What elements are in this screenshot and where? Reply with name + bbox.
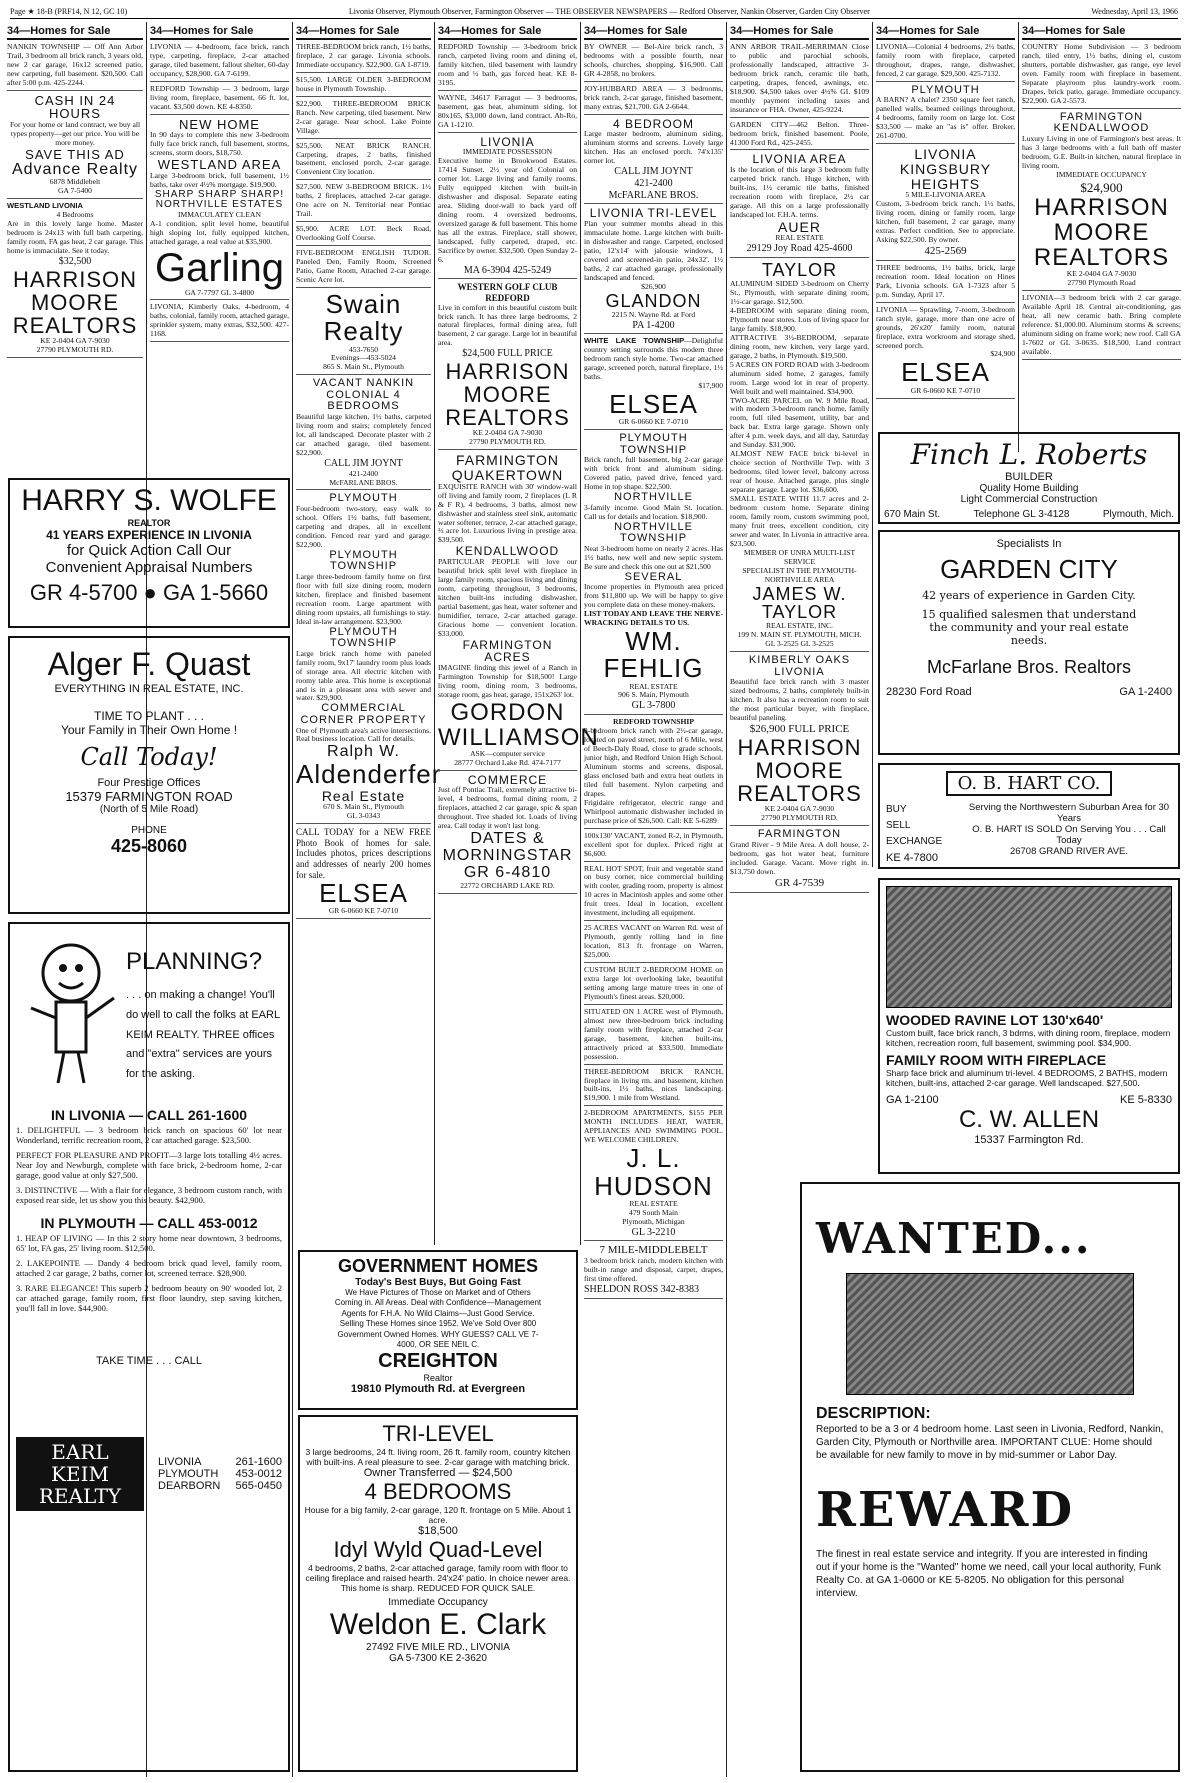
section-heading: 34—Homes for Sale bbox=[150, 24, 289, 40]
classified-ad: WESTERN GOLF CLUB REDFORD Live in comfort in this beautiful custom built brick ranch. It has three large bedrooms, 2 natural fireplaces, formal dining area, full basement, 2 car garage. Large lot in beautiful area. $24,500 FULL PRICE HARRISON MOORE REALTORS KE 2-0404 GA 7-9030 27790 PLYMOUTH RD. bbox=[438, 282, 577, 450]
section-heading: 34—Homes for Sale bbox=[876, 24, 1015, 40]
classified-ad: TAYLOR ALUMINUM SIDED 3-bedroom on Cherry St., Plymouth, with separate dining room, 1½-car garage. $12,500. 4-BEDROOM with separate dining room, Plymouth near stores. Lots of living space for large family. $18,900. ATTRACTIVE 3½-BEDROOM, separate dining room, new kitchen, very large yard, garage, 2 baths, in Plymouth. $19,500. 5 ACRES ON FORD ROAD with 3-bedroom aluminum sided home, 2 garages, family room. Large wood lot in rear of property. Well built and well maintained. $34,900. TWO-ACRE PARCEL on W. 9 Mile Road, with modern 3-bedroom ranch home, family room, full tiled basement, utility, bar and back bar. Extra large garage. Shown only after 4 p.m. week days, and all day, Saturday and Sunday. $31,900. ALMOST NEW FACE brick bi-level in choice section of Northville Twp. with 3 bedrooms, tiled lower level, balcony across rear of house. Attached garage, plus single separate garage. Large lot. $36,600. SMALL ESTATE WITH 11.7 acres and 2-bedroom custom home. Separate dining room, family room, custom swimming pool, many fruit trees, excellent condition, city sewer and water. In Livonia in attractive area. $23,500. MEMBER OF UNRA MULTI-LIST SERVICE SPECIALIST IN THE PLYMOUTH-NORTHVILLE AREA JAMES W. TAYLOR REAL ESTATE, INC. 199 N. MAIN ST. PLYMOUTH, MICH. GL 3-2525 GL 3-2525 bbox=[730, 261, 869, 652]
weldon-clark-ad: TRI-LEVEL 3 large bedrooms, 24 ft. living room, 26 ft. family room, country kitchen with built-ins. A real pleasure to see. 2-car garage with matching brick. Owner Transferred — $24,500 4 BEDROOMS House for a big family, 2-car garage, 120 ft. frontage on 5 Mile. About 1 acre. $18,500 Idyl Wyld Quad-Level 4 bedrooms, 2 baths, 2-car attached garage, family room with floor to ceiling fireplace and raised hearth. 24'x24' patio. In choice newer area. This home is sharp. REDUCED FOR QUICK SALE. Immediate Occupancy Weldon E. Clark 27492 FIVE MILE RD., LIVONIA GA 5-7300 KE 2-3620 bbox=[298, 1415, 578, 1772]
classified-ad: FARMINGTON Grand River - 9 Mile Area. A doll house, 2-bedroom, gas hot water heat, furniture included. Garage. Vacant. Move right in. $13,750 down. GR 4-7539 bbox=[730, 829, 869, 892]
classified-ad: PLYMOUTH A BARN? A chalet? 2350 square feet ranch, panelled walls, beamed ceilings throughout, 4 bedrooms, family room on large lot. Cost $33,500 — make an "as is" offer. Broker, 261-0700. bbox=[876, 85, 1015, 144]
section-heading: 34—Homes for Sale bbox=[296, 24, 431, 40]
classified-ad: FARMINGTON QUAKERTOWN EXQUISITE RANCH with 30' window-wall off living and family room, 2 fireplaces (L R & F R), 4 bedrooms, 3 baths, almost new dishwasher and stainless steel sink, automatic water softener, terrace, 2-car attached garage, ⅔ acre lot. Luxurious living in prestige area. $39,500. KENDALLWOOD PARTICULAR PEOPLE will love our beautiful brick split level with fireplace in large family room, spacious living and dining room, carpeting throughout, 3 bedrooms, kitchen built-ins including dishwasher, partial basement, gas heat, water softener and humidifier, terrace, 2-car attached garage. Gracious home — convenient location. $33,000. FARMINGTON ACRES IMAGINE finding this jewel of a Ranch in Farmington Township for $18,500! Large living room, dining room, 3 bedrooms, storage room, gas heat, garage, 151x263' lot. GORDON WILLIAMSON ASK—computer service 28777 Orchard Lake Rd. 474-7177 bbox=[438, 453, 577, 771]
classified-ad: LIVONIA IMMEDIATE POSSESSION Executive home in Brookwood Estates. 17414 Sunset. 2½ year old Colonial on corner lot. Large living and family rooms. Fully equipped kitchen with built-in dishwasher and disposal. Separate eating area. Sliding door-wall to back yard off dining room. 4 oversized bedrooms, oversized garage & full basement. This home has all the extras. Fireplace, stall shower, landscaped, fully carpeted, draped, etc. Sacrifice by owner. $32,500. Open Sunday 2-6. MA 6-3904 425-5249 bbox=[438, 136, 577, 280]
office-row: LIVONIA 261-1600 bbox=[158, 1456, 282, 1469]
section-heading: 34—Homes for Sale bbox=[730, 24, 869, 40]
classified-ad: $22,900. THREE-BEDROOM BRICK Ranch. New carpeting, tiled basement. New 2-car garage. Near school. Lake Pointe Village. bbox=[296, 100, 431, 139]
classified-ad: VACANT NANKIN COLONIAL 4 BEDROOMS Beautiful large kitchen, 1½ baths, carpeted living room and stairs; completely fenced lot, all landscaped. Decorate plaster with 2 car attached garage, tiled basement. $22,900. CALL JIM JOYNT 421-2400 McFARLANE BROS. bbox=[296, 378, 431, 490]
classified-ad: 2-BEDROOM APARTMENTS, $155 PER MONTH INCLUDES HEAT, WATER, APPLIANCES AND SWIMMING POOL. WE WELCOME CHILDREN. J. L. HUDSON REAL ESTATE 479 South Main Plymouth, Michigan GL 3-2210 bbox=[584, 1109, 723, 1241]
classified-ad: WAYNE, 34617 Farragut — 3 bedrooms, basement, gas heat, aluminum siding, lot 80x165, $3,000 down, land contract. Ab-Ro, GA 1-1210. bbox=[438, 94, 577, 133]
house-photo bbox=[886, 886, 1172, 1008]
classified-ad: REDFORD TOWNSHIP 3-bedroom brick ranch with 2½-car garage, located on paved street, north of 6 Mile, west of Beech-Daly Road, close to grade schools, junior high, and Redford Union High School. Aluminum storms and screens, disposal, glass enclosed bath and extra heat outlets in tiled full basement. Nylon carpeting and drapes. Frigidaire refrigerator, electric range and Whirlpool automatic dishwasher included in purchase price of $26,500. Call: KE 5-6289 bbox=[584, 718, 723, 828]
classified-ad: LIVONIA — Sprawling, 7-room, 3-bedroom ranch style, garage, more than one acre of grounds, 26'x20' family room, natural fireplace, extra workroom and storage shed, screened porch. $24,900 ELSEA GR 6-0660 KE 7-0710 bbox=[876, 306, 1015, 399]
column-6 bbox=[727, 22, 873, 889]
classified-ad: NEW HOME In 90 days to complete this new 3-bedroom fully face brick ranch, full basement, storms, screens, storm doors, $18,750. WESTLAND AREA Large 3-bedroom brick, full basement, 1½ baths, take over 4½% mortgage. $19,900. SHARP SHARP SHARP! NORTHVILLE ESTATES IMMACULATEY CLEAN A-1 condition, split level home, beautiful high sloping lot, fully equipped kitchen, attached garage, a real value at $35,900. Garling GA 7-7797 GL 3-4800 bbox=[150, 118, 289, 301]
classified-ad: FIVE-BEDROOM ENGLISH TUDOR. Paneled Den, Family Room, Screened Patio, Game Room, Attached 2-car garage. Scenic Acre lot. bbox=[296, 249, 431, 288]
classified-ad: CUSTOM BUILT 2-BEDROOM HOME on extra large lot overlooking lake, beautiful setting among large mature trees in one of Plymouth's finest areas. $20,000. bbox=[584, 966, 723, 1005]
keim-logo: EARL KEIM REALTY bbox=[16, 1437, 144, 1511]
page-header bbox=[10, 4, 1178, 19]
classified-ad: REDFORD Township — 3 bedroom, large living room, fireplace, basement, 66 ft. lot, vacant. $3,500 down. KE 4-8350. bbox=[150, 85, 289, 115]
classified-ad: WHITE LAKE TOWNSHIP—Delightful country setting surrounds this modern three bedroom ranch style home. Two-car attached garage, screened porch, natural fireplace, 1½ baths. $17,900 ELSEA GR 6-0660 KE 7-0710 bbox=[584, 337, 723, 430]
classified-ad: BY OWNER — Bel-Aire brick ranch, 3 bedrooms with a possible fourth, near schools, churches, shopping. $16,900. Call GR 4-2858, no brokers. bbox=[584, 43, 723, 82]
classified-ad: LIVONIA — 4-bedroom, face brick, ranch type, carpeting, fireplace, 2-car attached garage, tiled basement, fallout shelter, 60-day occupancy, $28,900. GA 7-6199. bbox=[150, 43, 289, 82]
page-number: Page ★ 18-B (PRF14, N 12, GC 10) bbox=[10, 6, 128, 16]
classified-ad: PLYMOUTH TOWNSHIP Brick ranch, full basement, big 2-car garage with brick front and aluminum siding. Covered patio, paved drive, fenced yard. Home in top shape. $22,500. NORTHVILLE 3-family income. Good Main St. location. Call us for details and location. $18,900. NORTHVILLE TOWNSHIP Neat 3-bedroom home on nearly 2 acres. Has 1½ baths, new well and new septic system. Be sure and check this one out at $21,500 SEVERAL Income properties in Plymouth area priced from $11,800 up. We will be happy to give you complete data on these money-makers. LIST TODAY AND LEAVE THE NERVE-WRACKING DETAILS TO US. WM. FEHLIG REAL ESTATE 906 S. Main, Plymouth GL 3-7800 bbox=[584, 433, 723, 715]
classified-ad: $25,500. NEAT BRICK RANCH. Carpeting, drapes, 2 baths, finished basement, enclosed porch, 2-car garage. Convenient City location. bbox=[296, 142, 431, 181]
masthead: Livonia Observer, Plymouth Observer, Farmington Observer — THE OBSERVER NEWSPAPERS — Redford Observer, Nankin Observer, Garden City Observer bbox=[348, 6, 870, 16]
classified-ad: 7 MILE-MIDDLEBELT 3 bedroom brick ranch, modern kitchen with built-in range and disposal, carpet, drapes, first time offered. SHELDON ROSS 342-8383 bbox=[584, 1244, 723, 1299]
classified-ad: LIVONIA TRI-LEVEL Plan your summer months ahead in this immaculate home. Large kitchen with built-in dishwasher and range. Carpeted, enclosed patio, 12'x14' with jalousie windows, 1 covered and screened-in patio, 24x32'. 1½ baths, 2 car attached garage, professionally landscaped and fenced. $26,900 GLANDON 2215 N. Wayne Rd. at Ford PA 1-4200 bbox=[584, 207, 723, 334]
classified-ad: THREE-BEDROOM BRICK RANCH, fireplace in living rm. and basement, kitchen built-ins, 1½ baths, nices landscaping. $19,900. 1 mile from Westland. bbox=[584, 1068, 723, 1107]
swain-ad: Swain Realty 453-7650 Evenings—453-5024 865 S. Main St., Plymouth bbox=[296, 291, 431, 375]
classified-ad: CALL TODAY for a NEW FREE Photo Book of homes for sale. Includes photos, prices descriptions and addresses of nearly 200 homes for sale. ELSEA GR 6-0660 KE 7-0710 bbox=[296, 827, 431, 919]
classified-ad: WESTLAND LIVONIA 4 Bedrooms Are in this lovely large home. Master bedroom is 24x13 with full bath carpeting, family room, FA gas heat, 2 car garage. This home is immaculate. See it today. $32,500 HARRISON MOORE REALTORS KE 2-0404 GA 7-9030 27790 PLYMOUTH RD. bbox=[7, 202, 143, 358]
classified-ad: GARDEN CITY—462 Belton. Three-bedroom brick, finished basement. Poole, 41300 Ford Rd., 425-2455. bbox=[730, 121, 869, 151]
section-heading: 34—Homes for Sale bbox=[438, 24, 577, 40]
classified-ad: LIVONIA KINGSBURY HEIGHTS 5 MILE-LIVONIA AREA Custom, 3-bedroom brick ranch, 1½ baths, living room, dining or family room, large kitchen, full basement, 2 car garage, many extras. Perfect condition. See to appreciate. Asking $22,500. By owner. 425-2569 bbox=[876, 147, 1015, 261]
classified-ad: THREE-BEDROOM brick ranch, 1½ baths, fireplace, 2 car garage. Livonia schools. Immediate occupancy. $22,900. GA 1-8719. bbox=[296, 43, 431, 73]
classified-ad: COMMERCE Just off Pontiac Trail, extremely attractive bi-level, 4 bedrooms, formal dining room, 2 fireplaces, attached 2 car garage, spic & span throughout. Tree shaded lot. Loads of living area. Call today it won't last long. DATES & MORNINGSTAR GR 6-4810 22772 ORCHARD LAKE RD. bbox=[438, 774, 577, 894]
classified-ad: LIVONIA—3 bedroom brick with 2 car garage. Available April 18. Central air-conditioning, gas heat, all new ceramic bath. Bring complete reference. $1,000.00. Aluminum storms & screens; aluminum siding on frame work; new roof. Call GA 1-7602 or GL 3-0635. $18,500. Land contract available. bbox=[1022, 294, 1181, 360]
classified-ad: CASH IN 24 HOURS For your home or land contract, we buy all types property—get our price. You will be more money. SAVE THIS AD Advance Realty 6878 Middlebelt GA 7-5400 bbox=[7, 94, 143, 199]
wanted-ad: WANTED... DESCRIPTION: Reported to be a 3 or 4 bedroom home. Last seen in Livonia, Redford, Nankin, Garden City, Plymouth or Northville area. IMPORTANT CLUE: Home should be available for new family to move in by mid-summer or Labor Day. REWARD The finest in real estate service and integrity. If you are interested in finding out if your home is the "Wanted" home we need, call your local authority, Funk Realty Co. at GA 1-0600 or KE 5-8205. No obligation for this personal interview. bbox=[800, 1182, 1180, 1772]
column-7 bbox=[873, 22, 1019, 452]
garden-city-ad: Specialists In GARDEN CITY 42 years of experience in Garden City. 15 qualified salesmen that understand the community and your real estate needs. McFarlane Bros. Realtors 28230 Ford Road GA 1-2400 bbox=[878, 530, 1180, 755]
classified-ad: PLYMOUTH Four-bedroom two-story, easy walk to school. Offers 1½ baths, full basement, carpeting and drapes, all in excellent condition. Fenced rear yard and garage. $22,900. PLYMOUTH TOWNSHIP Large three-bedroom family home on first floor with full size dining room, modern kitchen, fireplace and finished basement recreation room. Large apartment with dining room upstairs, all furnishings to stay. Ideal in-law arrangement. $23,900. PLYMOUTH TOWNSHIP Large brick ranch home with paneled family room, 9x17' laundry room plus loads of storage area. All electric kitchen with roomy table area. This home is exceptional and is in a pleasant area with sewer and water. $29,900. COMMERCIAL CORNER PROPERTY One of Plymouth area's active intersections. Real business location. Call for details. Ralph W. Aldenderfer Real Estate 670 S. Main St., Plymouth GL 3-0343 bbox=[296, 493, 431, 824]
office-row: PLYMOUTH 453-0012 bbox=[158, 1468, 282, 1481]
classified-ad: KIMBERLY OAKS LIVONIA Beautiful face brick ranch with 3 master sized bedrooms, 2 baths, completely built-in kitchen. It also has a recreation room to suit the most particular buyer, with fireplace, beautiful paneling. $26,900 FULL PRICE HARRISON MOORE REALTORS KE 2-0404 GA 7-9030 27790 PLYMOUTH RD. bbox=[730, 655, 869, 826]
column-4 bbox=[435, 22, 599, 1245]
classified-ad: $27,500. NEW 3-BEDROOM BRICK. 1½ baths, 2 fireplaces, attached 2-car garage. One acre on N. Territorial near Pontiac Trail. bbox=[296, 183, 431, 222]
classified-ad: FARMINGTON KENDALLWOOD Luxury Living in one of Farmington's best areas. It has 3 large bedrooms with a full bath off master bedroom, G.E. Built-in kitchen, natural fireplace in living room. IMMEDIATE OCCUPANCY $24,900 HARRISON MOORE REALTORS KE 2-0404 GA 7-9030 27790 Plymouth Road bbox=[1022, 112, 1181, 292]
classified-ad: LIVONIA—Colonial 4 bedrooms, 2½ baths, family room with fireplace, carpeted throughout, drapes, range, dishwasher, fenced, 2 car garage. $29,500. 425-7132. bbox=[876, 43, 1015, 82]
classified-ad: LIVONIA, Kimberly Oaks, 4-bedroom, 4 baths, colonial, family room, attached garage, sprinkler system, many extras, $32,500. 427-1168. bbox=[150, 303, 289, 342]
classified-ad: 100x130' VACANT, zoned R-2, in Plymouth, excellent spot for duplex. Priced right at $6,600. bbox=[584, 832, 723, 862]
allen-ad: WOODED RAVINE LOT 130'x640' Custom built, face brick ranch, 3 bdrms, with dining room, fireplace, modern kitchen, recreation room, full basement, swimming pool. $34,900. FAMILY ROOM WITH FIREPLACE Sharp face brick and aluminum tri-level. 4 BEDROOMS, 2 BATHS, modern kitchen, built-ins, attached 2-car garage. Well landscaped. $27,500. GA 1-2100 KE 5-8330 C. W. ALLEN 15337 Farmington Rd. bbox=[878, 878, 1180, 1174]
section-heading: 34—Homes for Sale bbox=[584, 24, 723, 40]
classified-ad: 25 ACRES VACANT on Warren Rd. west of Plymouth, gently rolling land in fine location, 813 ft. frontage on Warren, $25,000. bbox=[584, 924, 723, 963]
keim-ad: PLANNING? . . . on making a change! You'll do well to call the folks at EARL KEIM REALTY. THREE offices and "extra" services are yours for the asking. IN LIVONIA — CALL 261-1600 1. DELIGHTFUL — 3 bedroom brick ranch on spacious 60' lot near Wonderland, terrific recreation room, 2 car attached garage. $23,500. PERFECT FOR PLEASURE AND PROFIT—3 large lots totalling 4½ acres. Near Joy and Newburgh, complete with face brick, 2-bedroom home, 2-car garage, good value at only $27,500. 3. DISTINCTIVE — With a flair for elegance, 3 bedroom custom ranch, with exposed rear side, let us show you this beauty. $42,900. IN PLYMOUTH — CALL 453-0012 1. HEAP OF LIVING — In this 2 story home near downtown, 3 bedrooms, 65' lot, FA gas, 25' living room. $12,500. 2. LAKEPOINTE — Dandy 4 bedroom brick quad level, family room, attached 2 car garage, 2 baths, corner lot, screened terrace. $28,900. 3. RARE ELEGANCE! This superb 2 bedroom beauty on 90' wooded lot, 2 car attached garage, family room, first floor laundry, step saving kitchen, you'll fall in love. $44,900. TAKE TIME . . . CALL EARL KEIM REALTY LIVONIA 261-1600 PLYMOUTH 453-0012 DEARBORN 565-0450 bbox=[8, 922, 290, 1772]
mascot-illustration bbox=[16, 930, 126, 1095]
classified-ad: $5,900. ACRE LOT. Beck Road, Overlooking Golf Course. bbox=[296, 225, 431, 246]
section-heading: 34—Homes for Sale bbox=[7, 24, 143, 40]
classified-ad: COUNTRY Home Subdivision — 3 bedroom ranch, tiled entry, 1½ baths, dining el, custom shutters, portable dishwasher, gas range, eye level oven. Family room with fireplace in basement. Separate playroom plus laundry-work room. Drapes, brick patio, garage. Immediate occupancy. $22,900. GA 2-5573. bbox=[1022, 43, 1181, 109]
column-5 bbox=[581, 22, 727, 1777]
wolfe-ad: HARRY S. WOLFE REALTOR 41 YEARS EXPERIENCE IN LIVONIA for Quick Action Call Our Convenient Appraisal Numbers GR 4-5700 ● GA 1-5660 bbox=[8, 478, 290, 628]
classified-ad: THREE bedrooms, 1½ baths, brick, large recreation room. Ideal location on Hines Park, Livonia schools. GA 1-7323 after 5 p.m. Sunday, April 17. bbox=[876, 264, 1015, 303]
finch-roberts-ad: Finch L. Roberts BUILDER Quality Home Building Light Commercial Construction 670 Main St. Telephone GL 3-4128 Plymouth, Mich. bbox=[878, 432, 1180, 524]
wanted-house-illustration bbox=[846, 1273, 1134, 1395]
classified-ad: SITUATED ON 1 ACRE west of Plymouth, almost new three-bedroom brick including family room with fireplace, attached 2-car garage, basement, kitchen built-ins, attractively priced at $33,500. Immediate possession. bbox=[584, 1008, 723, 1065]
classified-ad: JOY-HUBBARD AREA — 3 bedrooms, brick ranch, 2-car garage, finished basement, many extras, $21,700. GA 2-6644. bbox=[584, 85, 723, 115]
government-homes-ad: GOVERNMENT HOMES Today's Best Buys, But Going Fast We Have Pictures of Those on Market and of Others Coming in. All Areas. Deal with Confidence—Management Agents for F.H.A. No Wild Claims—Just Good Service. Selling These Homes since 1952. We've Sold Over 800 Government Owned Homes. WHY GUESS? CALL VE 7-4000, OR SEE NEIL C. CREIGHTON Realtor 19810 Plymouth Rd. at Evergreen bbox=[298, 1250, 578, 1410]
issue-date: Wednesday, April 13, 1966 bbox=[1091, 6, 1178, 16]
classified-ad: ANN ARBOR TRAIL-MERRIMAN Close to public and parochial schools, professionally landscaped, attractive 3-bedroom brick ranch, ceramic tile bath, carpeting, drapes, fenced, awnings, etc. $18,900. $4,500 takes over 4½% GI. $109 monthly payment including taxes and insurance or FHA. Owner, 425-9224. bbox=[730, 43, 869, 118]
hart-ad: O. B. HART CO. BUY SELL EXCHANGE KE 4-7800 Serving the Northwestern Suburban Area for 30 Years O. B. HART IS SOLD On Serving You . . . Call Today 26708 GRAND RIVER AVE. bbox=[878, 763, 1180, 869]
section-heading: 34—Homes for Sale bbox=[1022, 24, 1181, 40]
classified-ad: REDFORD Township — 3-bedroom brick ranch, carpeted living room and dining el, family kitchen, tiled basement with laundry room and ½ bath, gas forced heat. KE 8-3195. bbox=[438, 43, 577, 91]
classified-ad: 4 BEDROOM Large master bedroom, aluminum siding, aluminum storms and screens. Lovely large kitchen. Has an enclosed porch. 74'x135' corner lot. CALL JIM JOYNT 421-2400 McFARLANE BROS. bbox=[584, 118, 723, 205]
classified-ad: LIVONIA AREA Is the location of this large 3 bedroom fully carpeted brick ranch. Huge kitchen, with built-ins, 1½ ceramic tile baths, finished recreation room with fireplace, 2½ car garage. All this on a large professionally landscaped lot. F.H.A. terms. AUER REAL ESTATE 29129 Joy Road 425-4600 bbox=[730, 153, 869, 258]
classified-ad: NANKIN TOWNSHIP — Off Ann Arbor Trail, 3 bedroom all brick ranch, 3 years old, new 2 car garage, 16x12 screened patio, new carpeting, full basement. $20,500. Call after 5:00 p.m. 425-2244. bbox=[7, 43, 143, 91]
quast-ad: Alger F. Quast EVERYTHING IN REAL ESTATE, INC. TIME TO PLANT . . . Your Family in Their Own Home ! Call Today! Four Prestige Offices 15379 FARMINGTON ROAD (North of 5 Mile Road) PHONE 425-8060 bbox=[8, 636, 290, 914]
column-3 bbox=[293, 22, 442, 1245]
classified-ad: REAL HOT SPOT, fruit and vegetable stand on busy corner, nice commercial building with cooler, grading room, property is almost 10 acres in Macintosh apples and some other fruit trees. Ideal in location, excellent investment, including all equipment. bbox=[584, 865, 723, 922]
office-row: DEARBORN 565-0450 bbox=[158, 1480, 282, 1493]
column-8 bbox=[1019, 22, 1184, 452]
classified-ad: $15,500. LARGE OLDER 3-BEDROOM house in Plymouth Township. bbox=[296, 76, 431, 97]
